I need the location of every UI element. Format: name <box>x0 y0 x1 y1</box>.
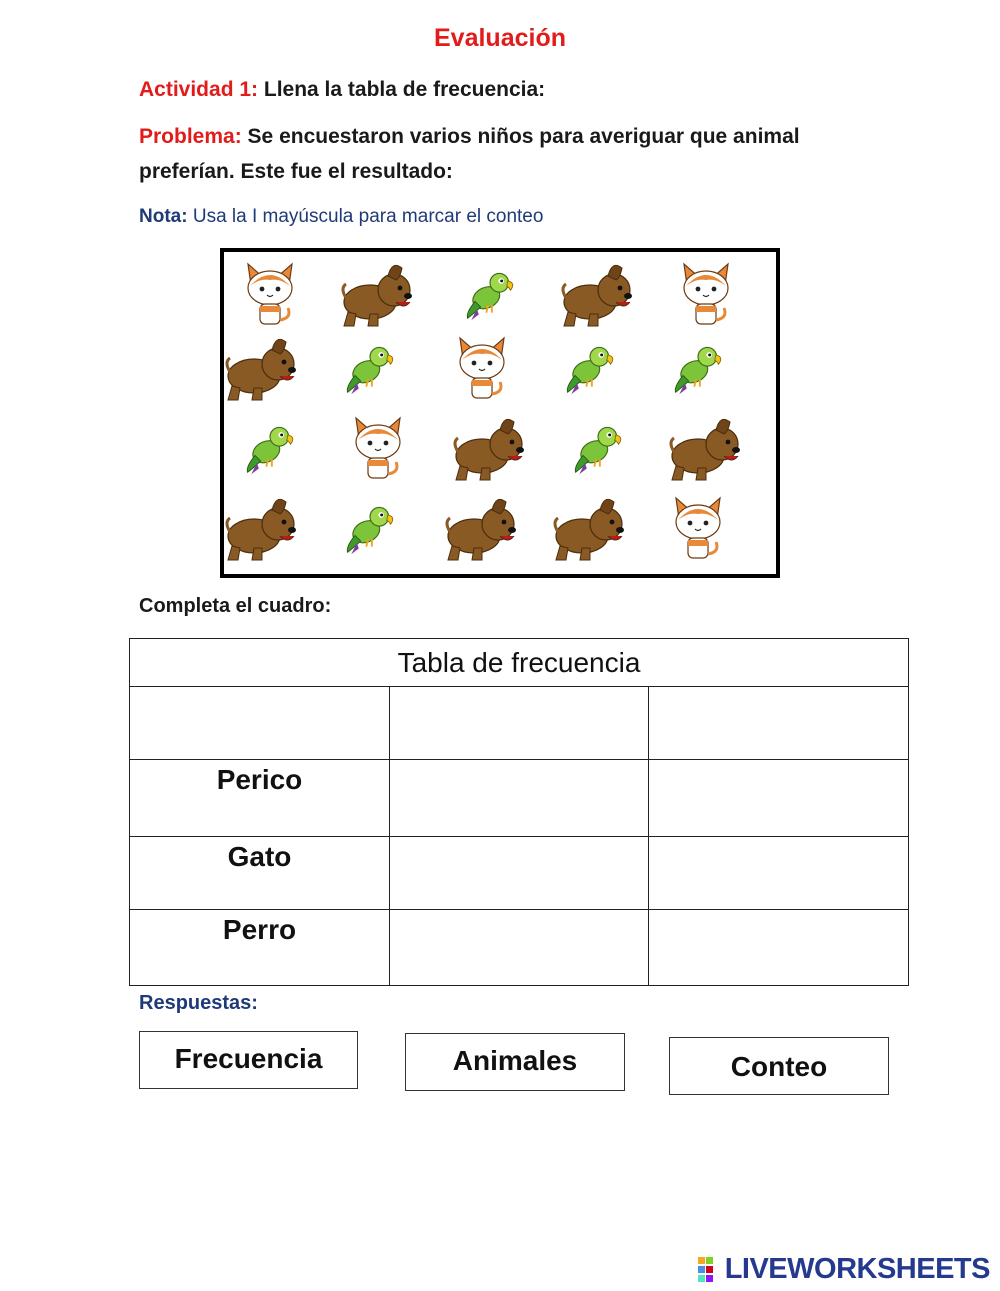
header-cell-1[interactable] <box>130 687 390 760</box>
header-cell-2[interactable] <box>390 687 649 760</box>
dog-image <box>552 492 628 569</box>
row-label-perro: Perro <box>130 910 390 986</box>
animal-picture <box>220 248 780 578</box>
note-label: Nota: <box>139 206 188 227</box>
problem-line-2: preferían. Este fue el resultado: <box>139 160 453 183</box>
table-title: Tabla de frecuencia <box>130 639 909 687</box>
gato-conteo-cell[interactable] <box>390 837 649 910</box>
parrot-image <box>242 420 298 481</box>
brand-icon <box>698 1257 722 1283</box>
problem-text-1: Se encuestaron varios niños para averiguar que animal <box>247 125 800 148</box>
parrot-image <box>562 340 618 401</box>
row-label-gato: Gato <box>130 837 390 910</box>
parrot-image <box>670 340 726 401</box>
brand-name: LIVEWORKSHEETS <box>724 1253 990 1285</box>
brand-logo <box>698 1253 990 1286</box>
parrot-image <box>342 500 398 561</box>
parrot-image <box>570 420 626 481</box>
dog-image <box>668 412 744 489</box>
cat-image <box>240 258 300 335</box>
answer-option-frecuencia[interactable]: Frecuencia <box>139 1031 358 1089</box>
cat-image <box>452 332 512 409</box>
dog-image <box>340 258 416 335</box>
perico-conteo-cell[interactable] <box>390 760 649 837</box>
note-line <box>139 206 543 228</box>
perro-conteo-cell[interactable] <box>390 910 649 986</box>
problem-label: Problema: <box>139 125 242 148</box>
dog-image <box>224 492 300 569</box>
dog-image <box>224 332 300 409</box>
answer-option-animales[interactable]: Animales <box>405 1033 625 1091</box>
dog-image <box>444 492 520 569</box>
problem-line-1 <box>139 125 800 149</box>
activity-label: Actividad 1: <box>139 78 259 101</box>
perro-frecuencia-cell[interactable] <box>649 910 909 986</box>
activity-text: Llena la tabla de frecuencia: <box>263 78 546 101</box>
header-cell-3[interactable] <box>649 687 909 760</box>
answer-option-conteo[interactable]: Conteo <box>669 1037 889 1095</box>
cat-image <box>676 258 736 335</box>
parrot-image <box>462 266 518 327</box>
cat-image <box>348 412 408 489</box>
table-instruction: Completa el cuadro: <box>139 595 332 617</box>
cat-image <box>668 492 728 569</box>
perico-frecuencia-cell[interactable] <box>649 760 909 837</box>
dog-image <box>560 258 636 335</box>
note-text: Usa la I mayúscula para marcar el conteo <box>192 206 544 227</box>
row-label-perico: Perico <box>130 760 390 837</box>
page-title: Evaluación <box>434 24 566 52</box>
gato-frecuencia-cell[interactable] <box>649 837 909 910</box>
answers-label: Respuestas: <box>139 992 258 1014</box>
parrot-image <box>342 340 398 401</box>
activity-line <box>139 78 545 102</box>
dog-image <box>452 412 528 489</box>
frequency-table <box>129 638 909 986</box>
